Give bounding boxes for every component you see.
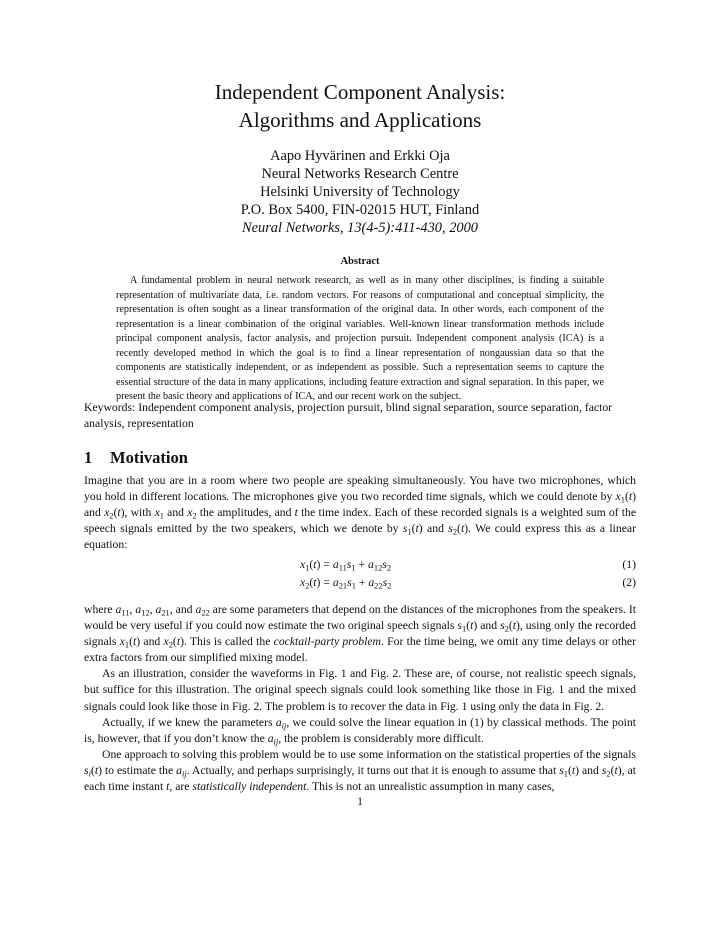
p1-text-b: , with	[124, 506, 155, 520]
author-block	[0, 147, 720, 237]
title-line-1: Independent Component Analysis:	[214, 80, 506, 104]
affiliation-1: Neural Networks Research Centre	[261, 166, 459, 182]
title-line-2: Algorithms and Applications	[238, 108, 482, 132]
term-cocktail-party: cocktail-party problem.	[273, 635, 384, 649]
equation-1-number: (1)	[622, 558, 636, 571]
term-statistically-independent: statistically independent	[192, 780, 307, 794]
p2-text-b: , using only the recorded signals	[84, 619, 637, 649]
p5-text-a: One approach to solving this problem would be to use some information on the statistical properties of the signals	[102, 747, 636, 761]
p5-text-f: . This is not an unrealistic assumption in many cases,	[306, 780, 555, 794]
section-number: 1	[84, 448, 93, 467]
journal-reference: Neural Networks, 13(4-5):411-430, 2000	[242, 220, 478, 236]
paragraph-4: Actually, if we knew the parameters $a_{ij}$, we could solve the linear equation in (1) by classical methods. The point is, however, that if you don’t know the $a_{ij}$, the problem is considerably more difficult.	[84, 715, 636, 747]
authors: Aapo Hyvärinen and Erkki Oja	[270, 148, 450, 164]
p1-text-d: the time index. Each of these recorded signals is a weighted sum of the speech signals emitted by the two speakers, which we denote by	[84, 506, 637, 536]
p2-text-a: are some parameters that depend on the distances of the microphones from the speakers. It would be very useful if you could now estimate the two original speech signals	[84, 603, 637, 633]
paragraph-3: As an illustration, consider the waveforms in Fig. 1 and Fig. 2. These are, of course, not realistic speech signals, but suffice for this illustration. The original speech signals could look something like those in Fig. 1 and the mixed signals could look like those in Fig. 2. The problem is to recover the data in Fig. 1 using only the data in Fig. 2.	[84, 667, 636, 713]
paragraph-5: One approach to solving this problem would be to use some information on the statistical properties of the signals $s_i(t)$ to estimate the $a_{ij}$. Actually, and perhaps surprisingly, it turns out that it is enough to assume that $s_1(t)$ and $s_2(t)$, at each time instant t, are statistically independent. This is not an unrealistic assumption in many cases,	[84, 747, 636, 794]
p1-text-e: . We could express this as a linear equation:	[84, 522, 636, 552]
paragraph-1: Imagine that you are in a room where two people are speaking simultaneously. You have two microphones, which you hold in different locations. The microphones give you two recorded time signals, which we could denote by $x_1(t)$ and $x_2(t)$, with $x_1$ and $x_2$ the amplitudes, and t the time index. Each of these recorded signals is a weighted sum of the speech signals emitted by the two speakers, which we denote by $s_1(t)$ and $s_2(t)$. We could express this as a linear equation:	[84, 474, 637, 552]
p2-text-c: . This is called the	[183, 635, 274, 649]
p5-text-d: , at each time instant	[84, 763, 636, 794]
abstract-text: A fundamental problem in neural network research, as well as in many other disciplines, is finding a suitable representation of multivariate data, i.e. random vectors. For reasons of computational and conceptual simplicity, the representation is often sought as a linear transformation of the original data. In other words, each component of the representation is a linear combination of the original variables. Well-known linear transformation methods include principal component analysis, factor analysis, and projection pursuit. Independent component analysis (ICA) is a recently developed method in which the goal is to find a linear representation of nongaussian data so that the components are statistically independent, or as independent as possible. Such a representation seems to capture the essential structure of the data in many applications, including feature extraction and signal separation. In this paper, we present the basic theory and applications of ICA, and our recent work on the subject.	[116, 275, 604, 402]
equation-2-number: (2)	[622, 576, 636, 589]
body-text	[84, 602, 636, 795]
equation-block	[84, 558, 636, 594]
p1-text-c: the amplitudes, and	[196, 506, 295, 520]
affiliation-2: Helsinki University of Technology	[260, 184, 460, 200]
p4-text-a: Actually, if we knew the parameters	[102, 715, 276, 729]
section-heading	[84, 448, 636, 468]
p4-text-c: , the problem is considerably more difficult.	[278, 731, 484, 745]
paragraph-2: where $a_{11}$, $a_{12}$, $a_{21}$, and $a_{22}$ are some parameters that depend on the distances of the microphones from the speakers. It would be very useful if you could now estimate the two original speech signals $s_1(t)$ and $s_2(t)$, using only the recorded signals $x_1(t)$ and $x_2(t)$. This is called the cocktail-party problem. For the time being, we omit any time delays or other extra factors from our simplified mixing model.	[84, 603, 637, 665]
paper-title	[0, 78, 720, 134]
p5-text-b: to estimate the	[101, 763, 177, 777]
p1-text-a: Imagine that you are in a room where two people are speaking simultaneously. You have two microphones, which you hold in different locations. The microphones give you two recorded time signals, which we could denote by	[84, 474, 636, 504]
abstract-heading: Abstract	[340, 256, 380, 267]
equation-2: $x_2(t) = a_{21}s_1 + a_{22}s_2$ (2)	[300, 576, 636, 591]
p5-text-c: . Actually, and perhaps surprisingly, it turns out that it is enough to assume that	[186, 763, 560, 777]
p5-text-e: , are	[169, 780, 193, 794]
keywords: Keywords: Independent component analysis, projection pursuit, blind signal separation, source separation, factor analysis, representation	[84, 401, 613, 430]
p2-text-d: For the time being, we omit any time delays or other extra factors from our simplified mixing model.	[84, 635, 637, 665]
affiliation-3: P.O. Box 5400, FIN-02015 HUT, Finland	[240, 202, 480, 218]
p4-text-b: , we could solve the linear equation in (1) by classical methods. The point is, however, that if you don’t know the	[84, 715, 636, 745]
page-number: 1	[357, 795, 363, 808]
section-title: Motivation	[110, 448, 188, 467]
equation-1: $x_1(t) = a_{11}s_1 + a_{12}s_2$ (1)	[300, 558, 636, 573]
